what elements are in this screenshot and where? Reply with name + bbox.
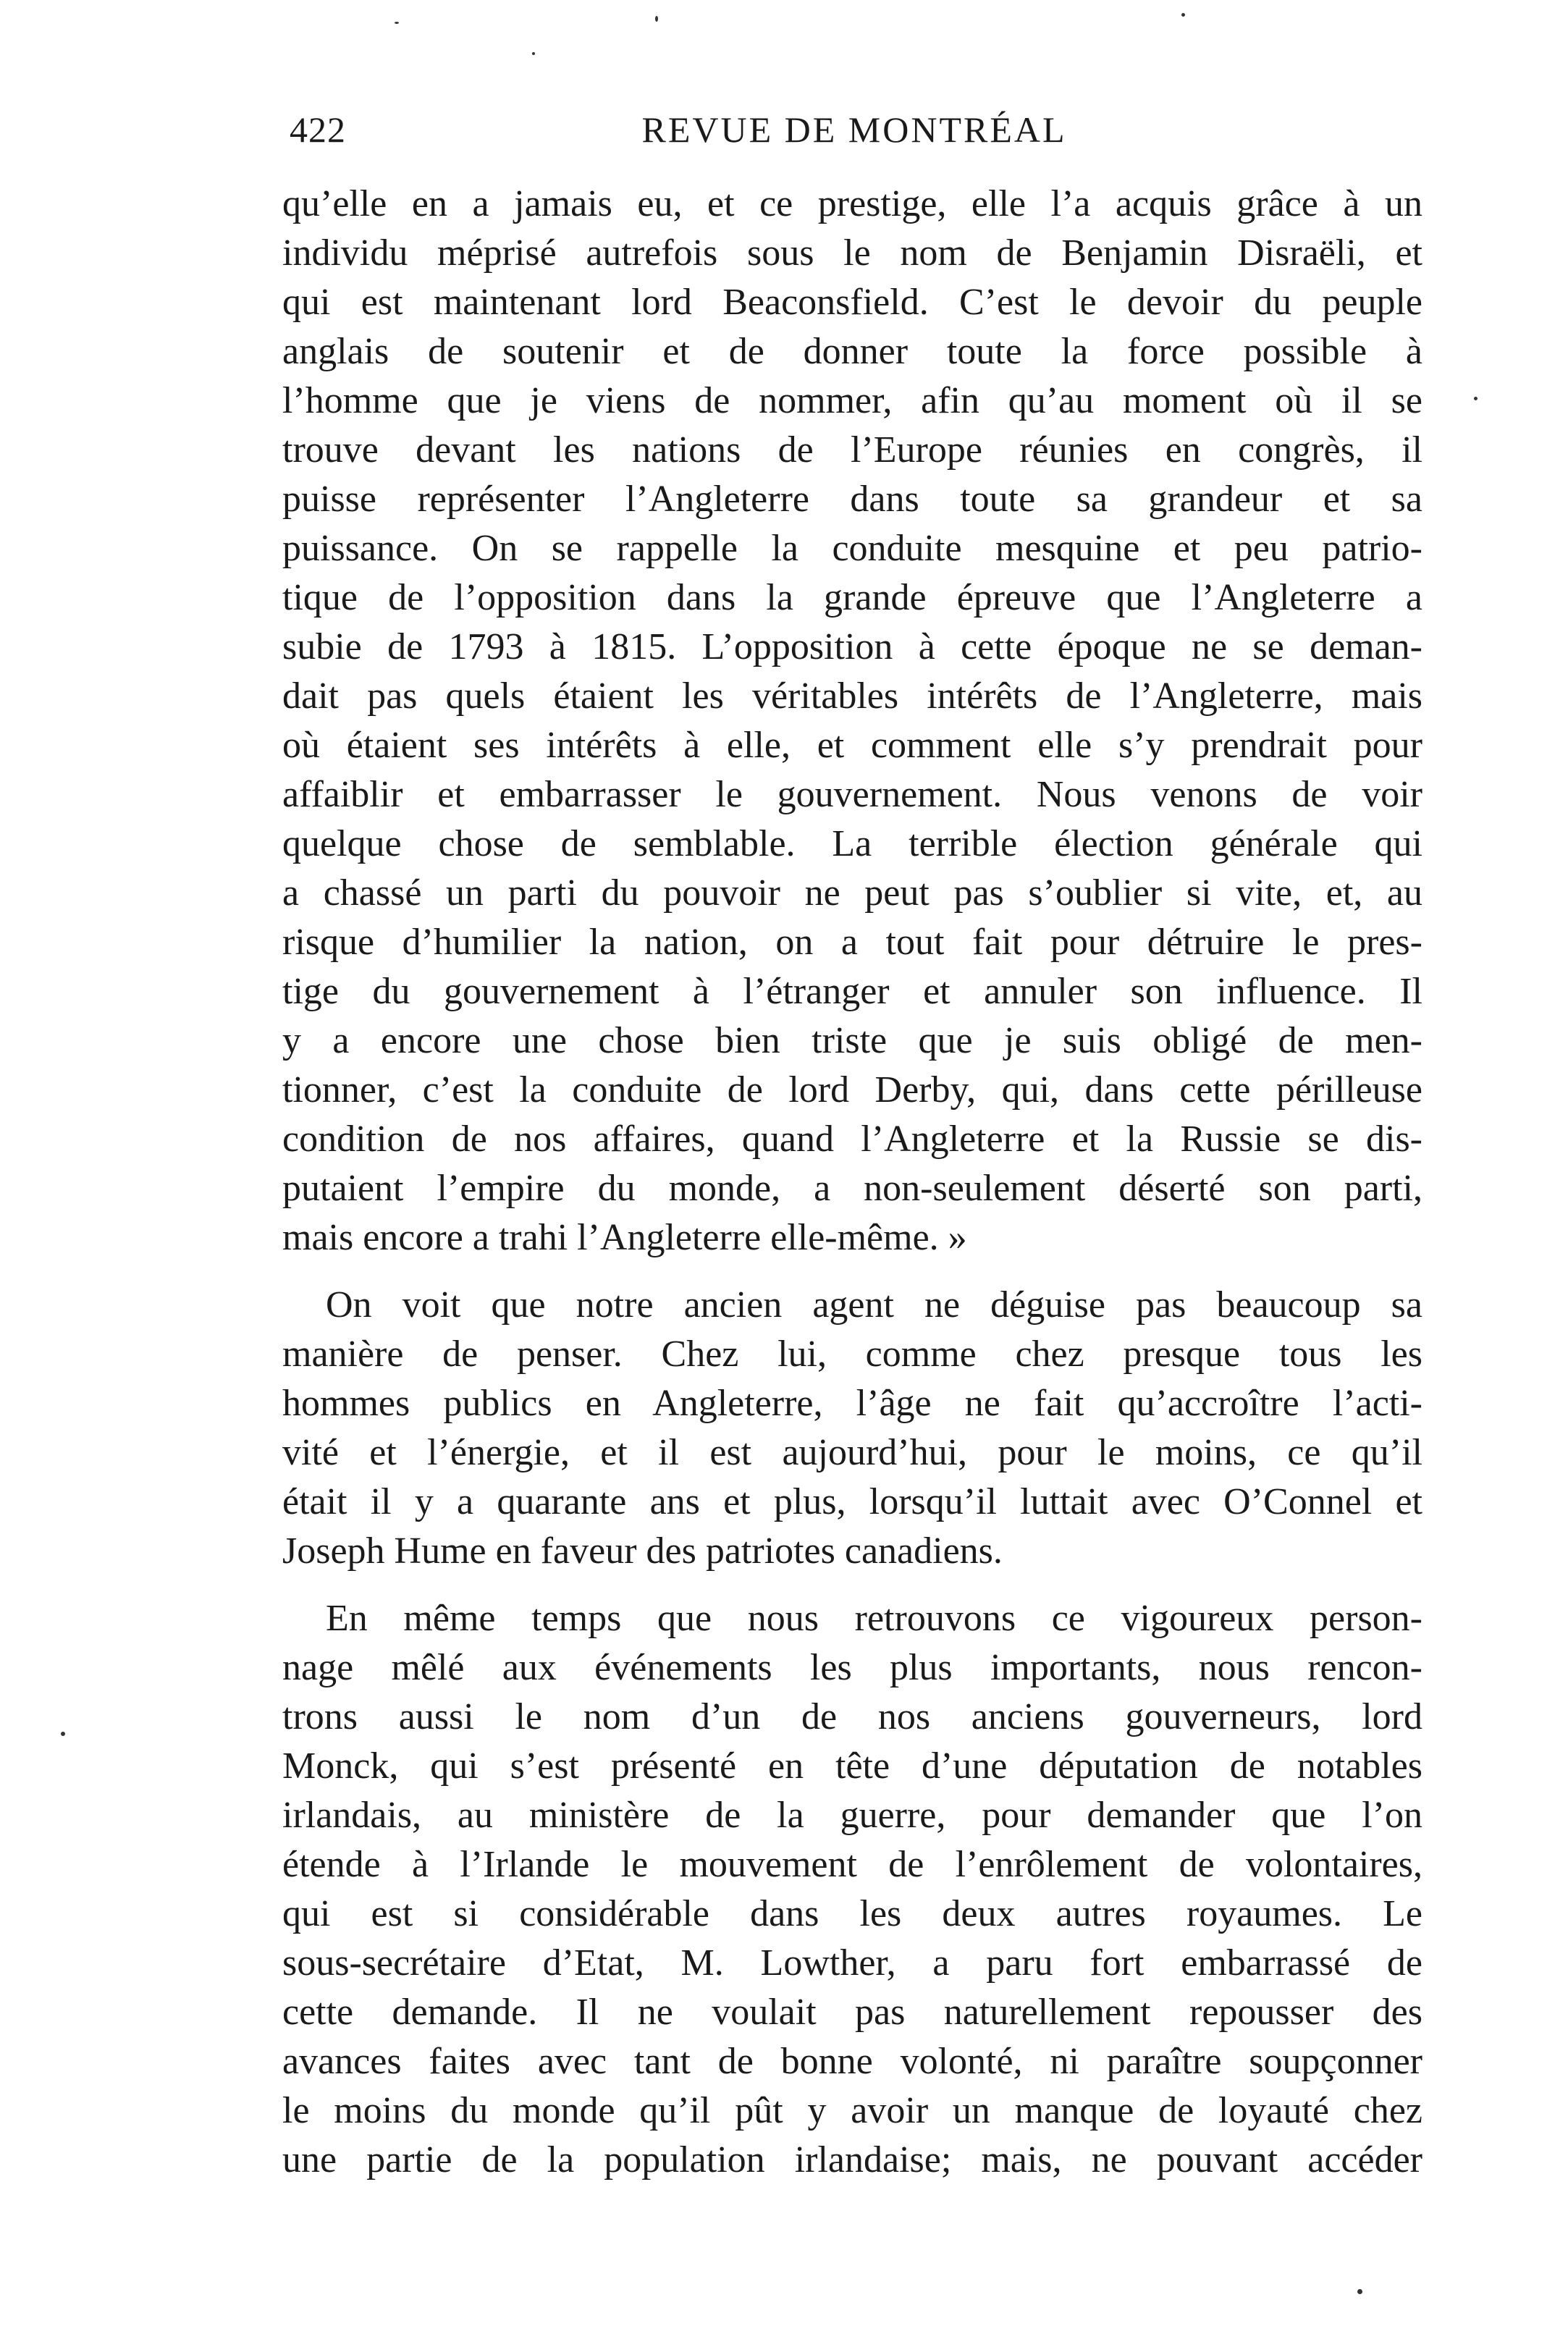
text-line: quelque chose de semblable. La terrible élection générale qui xyxy=(282,823,1422,864)
text-line: En même temps que nous retrouvons ce vigoureux person- xyxy=(326,1598,1422,1639)
text-line: Joseph Hume en faveur des patriotes canadiens. xyxy=(282,1530,1003,1572)
text-line: étende à l’Irlande le mouvement de l’enrôlement de volontaires, xyxy=(282,1844,1422,1885)
page-header xyxy=(290,109,1419,159)
text-line: irlandais, au ministère de la guerre, pour demander que l’on xyxy=(282,1795,1422,1836)
text-line: mais encore a trahi l’Angleterre elle-même. » xyxy=(282,1217,967,1258)
text-line: tionner, c’est la conduite de lord Derby, qui, dans cette périlleuse xyxy=(282,1069,1422,1111)
text-line: anglais de soutenir et de donner toute la force possible à xyxy=(282,331,1422,372)
text-line: le moins du monde qu’il pût y avoir un manque de loyauté chez xyxy=(282,2090,1422,2131)
text-line: Monck, qui s’est présenté en tête d’une députation de notables xyxy=(282,1745,1422,1787)
text-line: sous-secrétaire d’Etat, M. Lowther, a paru fort embarrassé de xyxy=(282,1942,1422,1984)
scan-speck xyxy=(1181,13,1185,17)
scan-speck xyxy=(61,1732,65,1736)
text-line: qu’elle en a jamais eu, et ce prestige, elle l’a acquis grâce à un xyxy=(282,183,1422,224)
text-line: risque d’humilier la nation, on a tout fait pour détruire le pres- xyxy=(282,922,1422,963)
running-title: REVUE DE MONTRÉAL xyxy=(641,109,1067,150)
text-line: tique de l’opposition dans la grande épreuve que l’Angleterre a xyxy=(282,577,1422,618)
scan-speck xyxy=(532,52,535,55)
text-line: avances faites avec tant de bonne volonté, ni paraître soupçonner xyxy=(282,2041,1422,2082)
text-line: cette demande. Il ne voulait pas naturellement repousser des xyxy=(282,1992,1422,2033)
text-line: a chassé un parti du pouvoir ne peut pas s’oublier si vite, et, au xyxy=(282,872,1422,914)
text-line: manière de penser. Chez lui, comme chez presque tous les xyxy=(282,1333,1422,1375)
text-line: où étaient ses intérêts à elle, et comment elle s’y prendrait pour xyxy=(282,725,1422,766)
text-line: putaient l’empire du monde, a non-seulement déserté son parti, xyxy=(282,1168,1422,1209)
text-line: condition de nos affaires, quand l’Angleterre et la Russie se dis- xyxy=(282,1118,1422,1160)
text-line: tige du gouvernement à l’étranger et annuler son influence. Il xyxy=(282,971,1422,1012)
scan-speck xyxy=(655,16,658,22)
text-line: affaiblir et embarrasser le gouvernement. Nous venons de voir xyxy=(282,774,1422,815)
text-line: y a encore une chose bien triste que je suis obligé de men- xyxy=(282,1020,1422,1061)
text-line: puissance. On se rappelle la conduite mesquine et peu patrio- xyxy=(282,528,1422,569)
scan-speck xyxy=(1474,397,1478,400)
text-line: qui est maintenant lord Beaconsfield. C’est le devoir du peuple xyxy=(282,282,1422,323)
text-line: nage mêlé aux événements les plus importants, nous rencon- xyxy=(282,1647,1422,1688)
text-line: subie de 1793 à 1815. L’opposition à cette époque ne se deman- xyxy=(282,626,1422,667)
text-line: l’homme que je viens de nommer, afin qu’au moment où il se xyxy=(282,380,1422,421)
scan-speck xyxy=(395,22,399,24)
text-line: vité et l’énergie, et il est aujourd’hui, pour le moins, ce qu’il xyxy=(282,1432,1422,1473)
text-line: On voit que notre ancien agent ne déguise pas beaucoup sa xyxy=(326,1284,1422,1326)
scan-speck xyxy=(1357,2289,1362,2294)
text-line: trons aussi le nom d’un de nos anciens gouverneurs, lord xyxy=(282,1696,1422,1737)
text-line: qui est si considérable dans les deux autres royaumes. Le xyxy=(282,1893,1422,1934)
text-line: trouve devant les nations de l’Europe réunies en congrès, il xyxy=(282,429,1422,471)
text-line: puisse représenter l’Angleterre dans toute sa grandeur et sa xyxy=(282,479,1422,520)
text-line: dait pas quels étaient les véritables intérêts de l’Angleterre, mais xyxy=(282,675,1422,717)
text-line: une partie de la population irlandaise; mais, ne pouvant accéder xyxy=(282,2139,1422,2180)
text-line: était il y a quarante ans et plus, lorsqu’il luttait avec O’Connel et xyxy=(282,1481,1422,1522)
text-line: individu méprisé autrefois sous le nom de Benjamin Disraëli, et xyxy=(282,232,1422,274)
text-line: hommes publics en Angleterre, l’âge ne fait qu’accroître l’acti- xyxy=(282,1383,1422,1424)
page-number: 422 xyxy=(290,109,346,150)
